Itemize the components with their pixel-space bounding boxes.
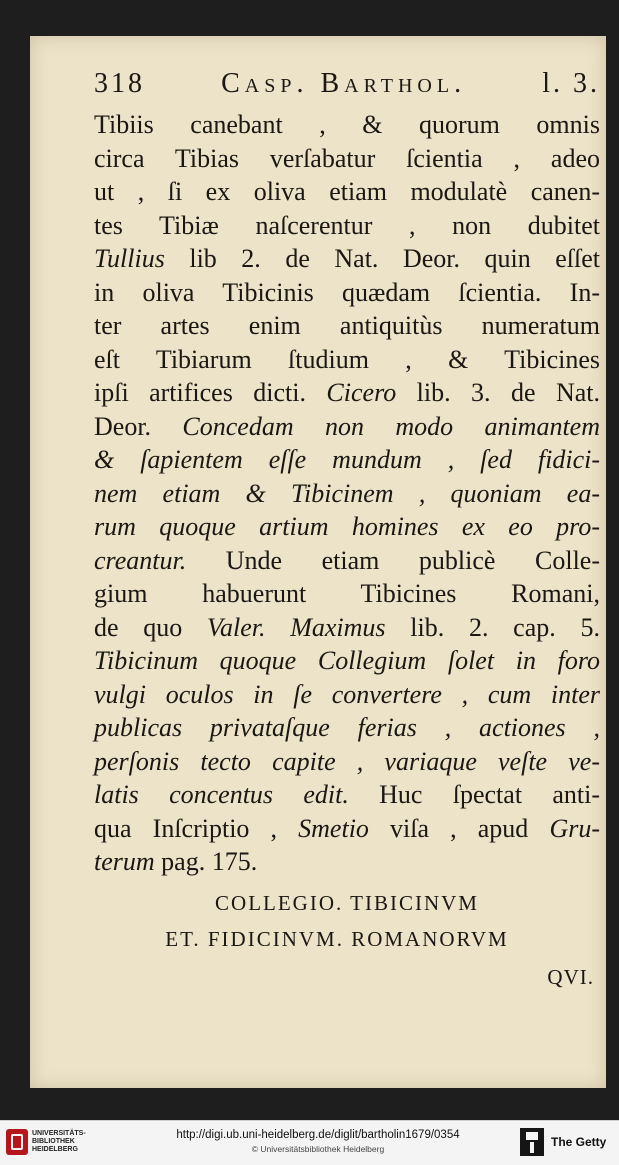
text-line bbox=[94, 711, 600, 745]
text-line bbox=[94, 544, 600, 578]
roman-segment: Deor. bbox=[94, 411, 183, 441]
text-line bbox=[94, 510, 600, 544]
roman-segment: ter artes enim antiquitùs numeratum bbox=[94, 311, 600, 340]
italic-segment: Smetio bbox=[298, 813, 369, 843]
text-line bbox=[94, 443, 600, 477]
roman-segment: ipſi artifices dicti. bbox=[94, 378, 327, 407]
italic-segment: latis concentus edit. bbox=[94, 780, 349, 809]
text-line bbox=[94, 577, 600, 611]
inscription-line-1: COLLEGIO. TIBICINVM bbox=[215, 890, 479, 915]
inscription bbox=[94, 885, 600, 957]
roman-segment: ut , ſi ex oliva etiam modulatè canen- bbox=[94, 177, 600, 206]
text-line bbox=[94, 309, 600, 343]
italic-segment: creantur. bbox=[94, 545, 187, 575]
italic-segment: Tullius bbox=[94, 244, 165, 273]
text-line bbox=[94, 410, 600, 444]
text-line bbox=[94, 142, 600, 176]
roman-segment: gium habuerunt Tibicines Romani, bbox=[94, 579, 600, 608]
text-line bbox=[94, 276, 600, 310]
text-line bbox=[94, 644, 600, 678]
running-header bbox=[94, 68, 600, 108]
text-line bbox=[94, 175, 600, 209]
text-line bbox=[94, 108, 600, 142]
heidelberg-seal-icon bbox=[6, 1129, 28, 1155]
text-line bbox=[94, 611, 600, 645]
roman-segment: Tibiis canebant , & quorum omnis bbox=[94, 110, 600, 139]
roman-segment: de quo bbox=[94, 612, 207, 642]
footer-info bbox=[138, 1127, 498, 1155]
text-line bbox=[94, 209, 600, 243]
text-line bbox=[94, 845, 600, 879]
page-text bbox=[94, 68, 600, 997]
italic-segment: & ſapientem eſſe mundum , ſed fidici- bbox=[94, 445, 600, 474]
running-title: Casp. Barthol. bbox=[221, 68, 467, 99]
italic-segment: Cicero bbox=[326, 378, 397, 407]
text-line bbox=[94, 812, 600, 846]
text-line bbox=[94, 242, 600, 276]
roman-segment: in oliva Tibicinis quædam ſcientia. In- bbox=[94, 277, 600, 307]
library-name: UNIVERSITÄTS- BIBLIOTHEK HEIDELBERG bbox=[32, 1130, 86, 1153]
page-number: 318 bbox=[94, 68, 145, 99]
text-line bbox=[94, 678, 600, 712]
roman-segment: qua Inſcriptio , bbox=[94, 813, 299, 843]
text-line bbox=[94, 343, 600, 377]
italic-segment: nem etiam & Tibicinem , quoniam ea- bbox=[94, 478, 600, 508]
roman-segment: lib. 2. cap. 5. bbox=[385, 612, 600, 642]
text-line bbox=[94, 477, 600, 511]
inscription-line-2: ET. FIDICINVM. ROMANORVM bbox=[165, 926, 509, 951]
italic-segment: Valer. Maximus bbox=[207, 612, 386, 642]
italic-segment: publicas privataſque ferias , actiones , bbox=[94, 713, 600, 742]
italic-segment: Concedam non modo animantem bbox=[182, 411, 600, 441]
italic-segment: vulgi oculos in ſe convertere , cum inter bbox=[94, 679, 600, 709]
body-text bbox=[94, 108, 600, 879]
text-line bbox=[94, 376, 600, 410]
italic-segment: Tibicinum quoque Collegium ſolet in foro bbox=[94, 646, 600, 675]
roman-segment: viſa , apud bbox=[368, 813, 550, 843]
roman-segment: eſt Tibiarum ſtudium , & Tibicines bbox=[94, 344, 600, 374]
copyright-notice: © Universitätsbibliothek Heidelberg bbox=[251, 1144, 385, 1154]
roman-segment: Huc ſpectat anti- bbox=[348, 780, 600, 809]
permalink-url[interactable]: http://digi.ub.uni-heidelberg.de/diglit/bartholin1679/0354 bbox=[176, 1129, 460, 1141]
roman-segment: tes Tibiæ naſcerentur , non dubitet bbox=[94, 210, 600, 240]
text-line bbox=[94, 778, 600, 812]
getty-mark-icon bbox=[520, 1128, 544, 1156]
library-logo[interactable] bbox=[6, 1129, 86, 1155]
viewer-footer bbox=[0, 1120, 619, 1165]
roman-segment: circa Tibias verſabatur ſcientia , adeo bbox=[94, 143, 600, 173]
sponsor-name: The Getty bbox=[551, 1135, 607, 1149]
roman-segment: pag. 175. bbox=[154, 847, 258, 876]
section-marker: l. 3. bbox=[542, 68, 600, 99]
catchword: QVI. bbox=[547, 964, 594, 989]
italic-segment: perſonis tecto capite , variaque veſte ve- bbox=[94, 746, 600, 776]
roman-segment: lib 2. de Nat. Deor. quin eſſet bbox=[164, 244, 600, 273]
italic-segment: Gru- bbox=[549, 813, 600, 843]
text-line bbox=[94, 745, 600, 779]
getty-logo[interactable] bbox=[520, 1128, 606, 1156]
roman-segment: Unde etiam publicè Colle- bbox=[186, 545, 600, 575]
italic-segment: terum bbox=[94, 847, 155, 876]
roman-segment: lib. 3. de Nat. bbox=[396, 378, 601, 407]
italic-segment: rum quoque artium homines ex eo pro- bbox=[94, 512, 600, 541]
